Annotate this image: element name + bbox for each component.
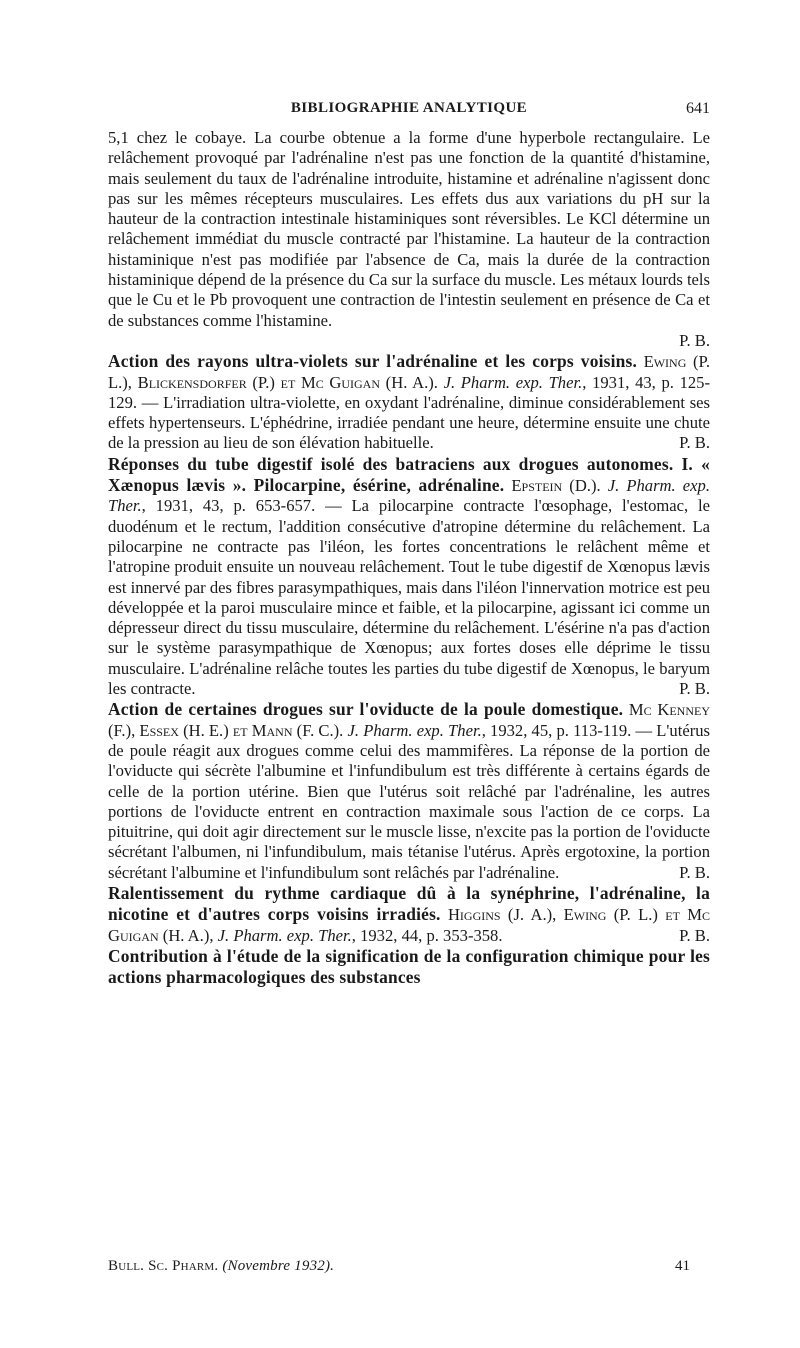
entry-authors: Higgins (J. A.), Ewing (P. L.) et Mc Guigan (H. A.),: [108, 905, 711, 945]
entry-journal: J. Pharm. exp. Ther.: [108, 476, 710, 516]
entry-authors: Epstein (D.).: [511, 476, 601, 496]
running-header: [108, 100, 710, 124]
entry-body: L'irradiation ultra-violette, en oxydant l'adrénaline, diminue considérablement ses effets hypertenseurs. L'éphédrine, irradiée pendant une heure, détermine ensuite une chute de la pression au lieu de son élévation habituelle.: [108, 392, 710, 453]
entry-body: La pilocarpine contracte l'œsophage, l'estomac, le duodénum et le rectum, l'addition consécutive d'atropine détermine du relâchement. La pilocarpine ne contracte pas l'iléon, les fortes concentrations le relâchent même et l'atropine produit ensuite un nouveau relâchement. Tout le tube digestif de Xœnopus lævis est innervé par des fibres parasympathiques, mais dans l'iléon l'innervation motrice est peu développée et la paroi musculaire mince et faible, et la pilocarpine, agissant ici comme un dépresseur direct du tissu musculaire, détermine du relâchement. L'ésérine n'a pas d'action sur le système parasympathique de Xœnopus; aux fortes doses elle déprime le tissu musculaire. L'adrénaline relâche toutes les parties du tube digestif de Xœnopus, le baryum les contracte.: [108, 496, 710, 699]
entry-title: Ralentissement du rythme cardiaque dû à la synéphrine, l'adrénaline, la nicotine et d'autres corps voisins irradiés.: [108, 882, 710, 925]
entry-citation: , 1931, 43, p. 653-657. —: [141, 496, 342, 516]
entry-signature: P. B.: [679, 679, 710, 699]
abstract-entry-4: [108, 883, 710, 946]
entry-journal: J. Pharm. exp. Ther.: [443, 372, 583, 392]
abstract-entry-5: [108, 946, 710, 989]
entry-authors: Mc Kenney (F.), Essex (H. E.) et Mann (F. C.).: [108, 700, 710, 740]
footer-journal-date: [108, 1258, 334, 1275]
abstract-entry-3: [108, 699, 710, 883]
abstract-entry-1: [108, 351, 710, 453]
page-footer: [108, 1258, 710, 1280]
footer-sheet-number: 41: [675, 1258, 690, 1274]
entry-journal: J. Pharm. exp. Ther.: [217, 925, 352, 945]
entry-signature: P. B.: [679, 925, 710, 945]
entry-body: L'utérus de poule réagit aux drogues comme celui des mammifères. La réponse de la portion de l'oviducte qui sécrète l'albumine et l'infundibulum est très différente à certains égards de celle de la portion utérine. Bien que l'utérus soit relâché par l'adrénaline, les autres portions de l'oviducte entrent en contraction maximale sous l'action de ce corps. La pituitrine, qui doit agir directement sur le muscle lisse, n'excite pas la portion de l'oviducte sécrétant l'albumen, ni l'infundibulum, mais tétanise l'utérus. Après ergotoxine, la portion sécrétant l'albumine et l'infundibulum sont relâchés par l'adrénaline.: [108, 720, 710, 882]
entry-title: Réponses du tube digestif isolé des batraciens aux drogues autonomes. I. « Xænopus lævis ». Pilocarpine, ésérine, adrénaline.: [108, 453, 710, 496]
abstract-entry-2: [108, 454, 710, 700]
continued-text: 5,1 chez le cobaye. La courbe obtenue a la forme d'une hyperbole rectangulaire. Le relâchement provoqué par l'adrénaline n'est pas une fonction de la quantité d'histamine, mais seulement du taux de l'adrénaline introduite, histamine et adrénaline n'agissent donc pas sur les mêmes récepteurs musculaires. Les effets dus aux variations du pH sur la hauteur de la contraction intestinale histaminiques sont réversibles. Le KCl détermine un relâchement immédiat du muscle contracté par l'histamine. La hauteur de la contraction histaminique n'est pas modifiée par l'absence de Ca, mais la durée de la contraction histaminique dépend de la présence du Ca sur la surface du muscle. Les métaux lourds tels que le Cu et le Pb provoquent une contraction de l'intestin seulement en présence de Ca et de substances comme l'histamine.: [108, 128, 710, 330]
footer-journal: Bull. Sc. Pharm.: [108, 1258, 219, 1274]
footer-date: (Novembre 1932).: [222, 1258, 335, 1274]
entry-title: Action de certaines drogues sur l'oviducte de la poule domestique.: [108, 699, 624, 720]
entry-title: Action des rayons ultra-violets sur l'adrénaline et les corps voisins.: [108, 351, 638, 372]
entry-citation: , 1932, 45, p. 113-119. —: [481, 720, 653, 740]
entry-citation: , 1931, 43, p. 125-129. —: [108, 372, 710, 412]
entry-title: Contribution à l'étude de la signification de la configuration chimique pour les actions pharmacologiques des substances: [108, 945, 710, 988]
continued-abstract: [108, 128, 710, 351]
continued-signature: P. B.: [679, 330, 710, 350]
entry-authors: Ewing (P. L.), Blickensdorfer (P.) et Mc Guigan (H. A.).: [108, 352, 711, 392]
entry-signature: P. B.: [679, 433, 710, 453]
page-content: [108, 128, 710, 988]
entry-journal: J. Pharm. exp. Ther.: [347, 720, 482, 740]
entry-signature: P. B.: [679, 862, 710, 882]
running-title: BIBLIOGRAPHIE ANALYTIQUE: [290, 100, 528, 116]
entry-citation: , 1932, 44, p. 353-358.: [351, 925, 503, 945]
page-number: 641: [686, 100, 710, 117]
